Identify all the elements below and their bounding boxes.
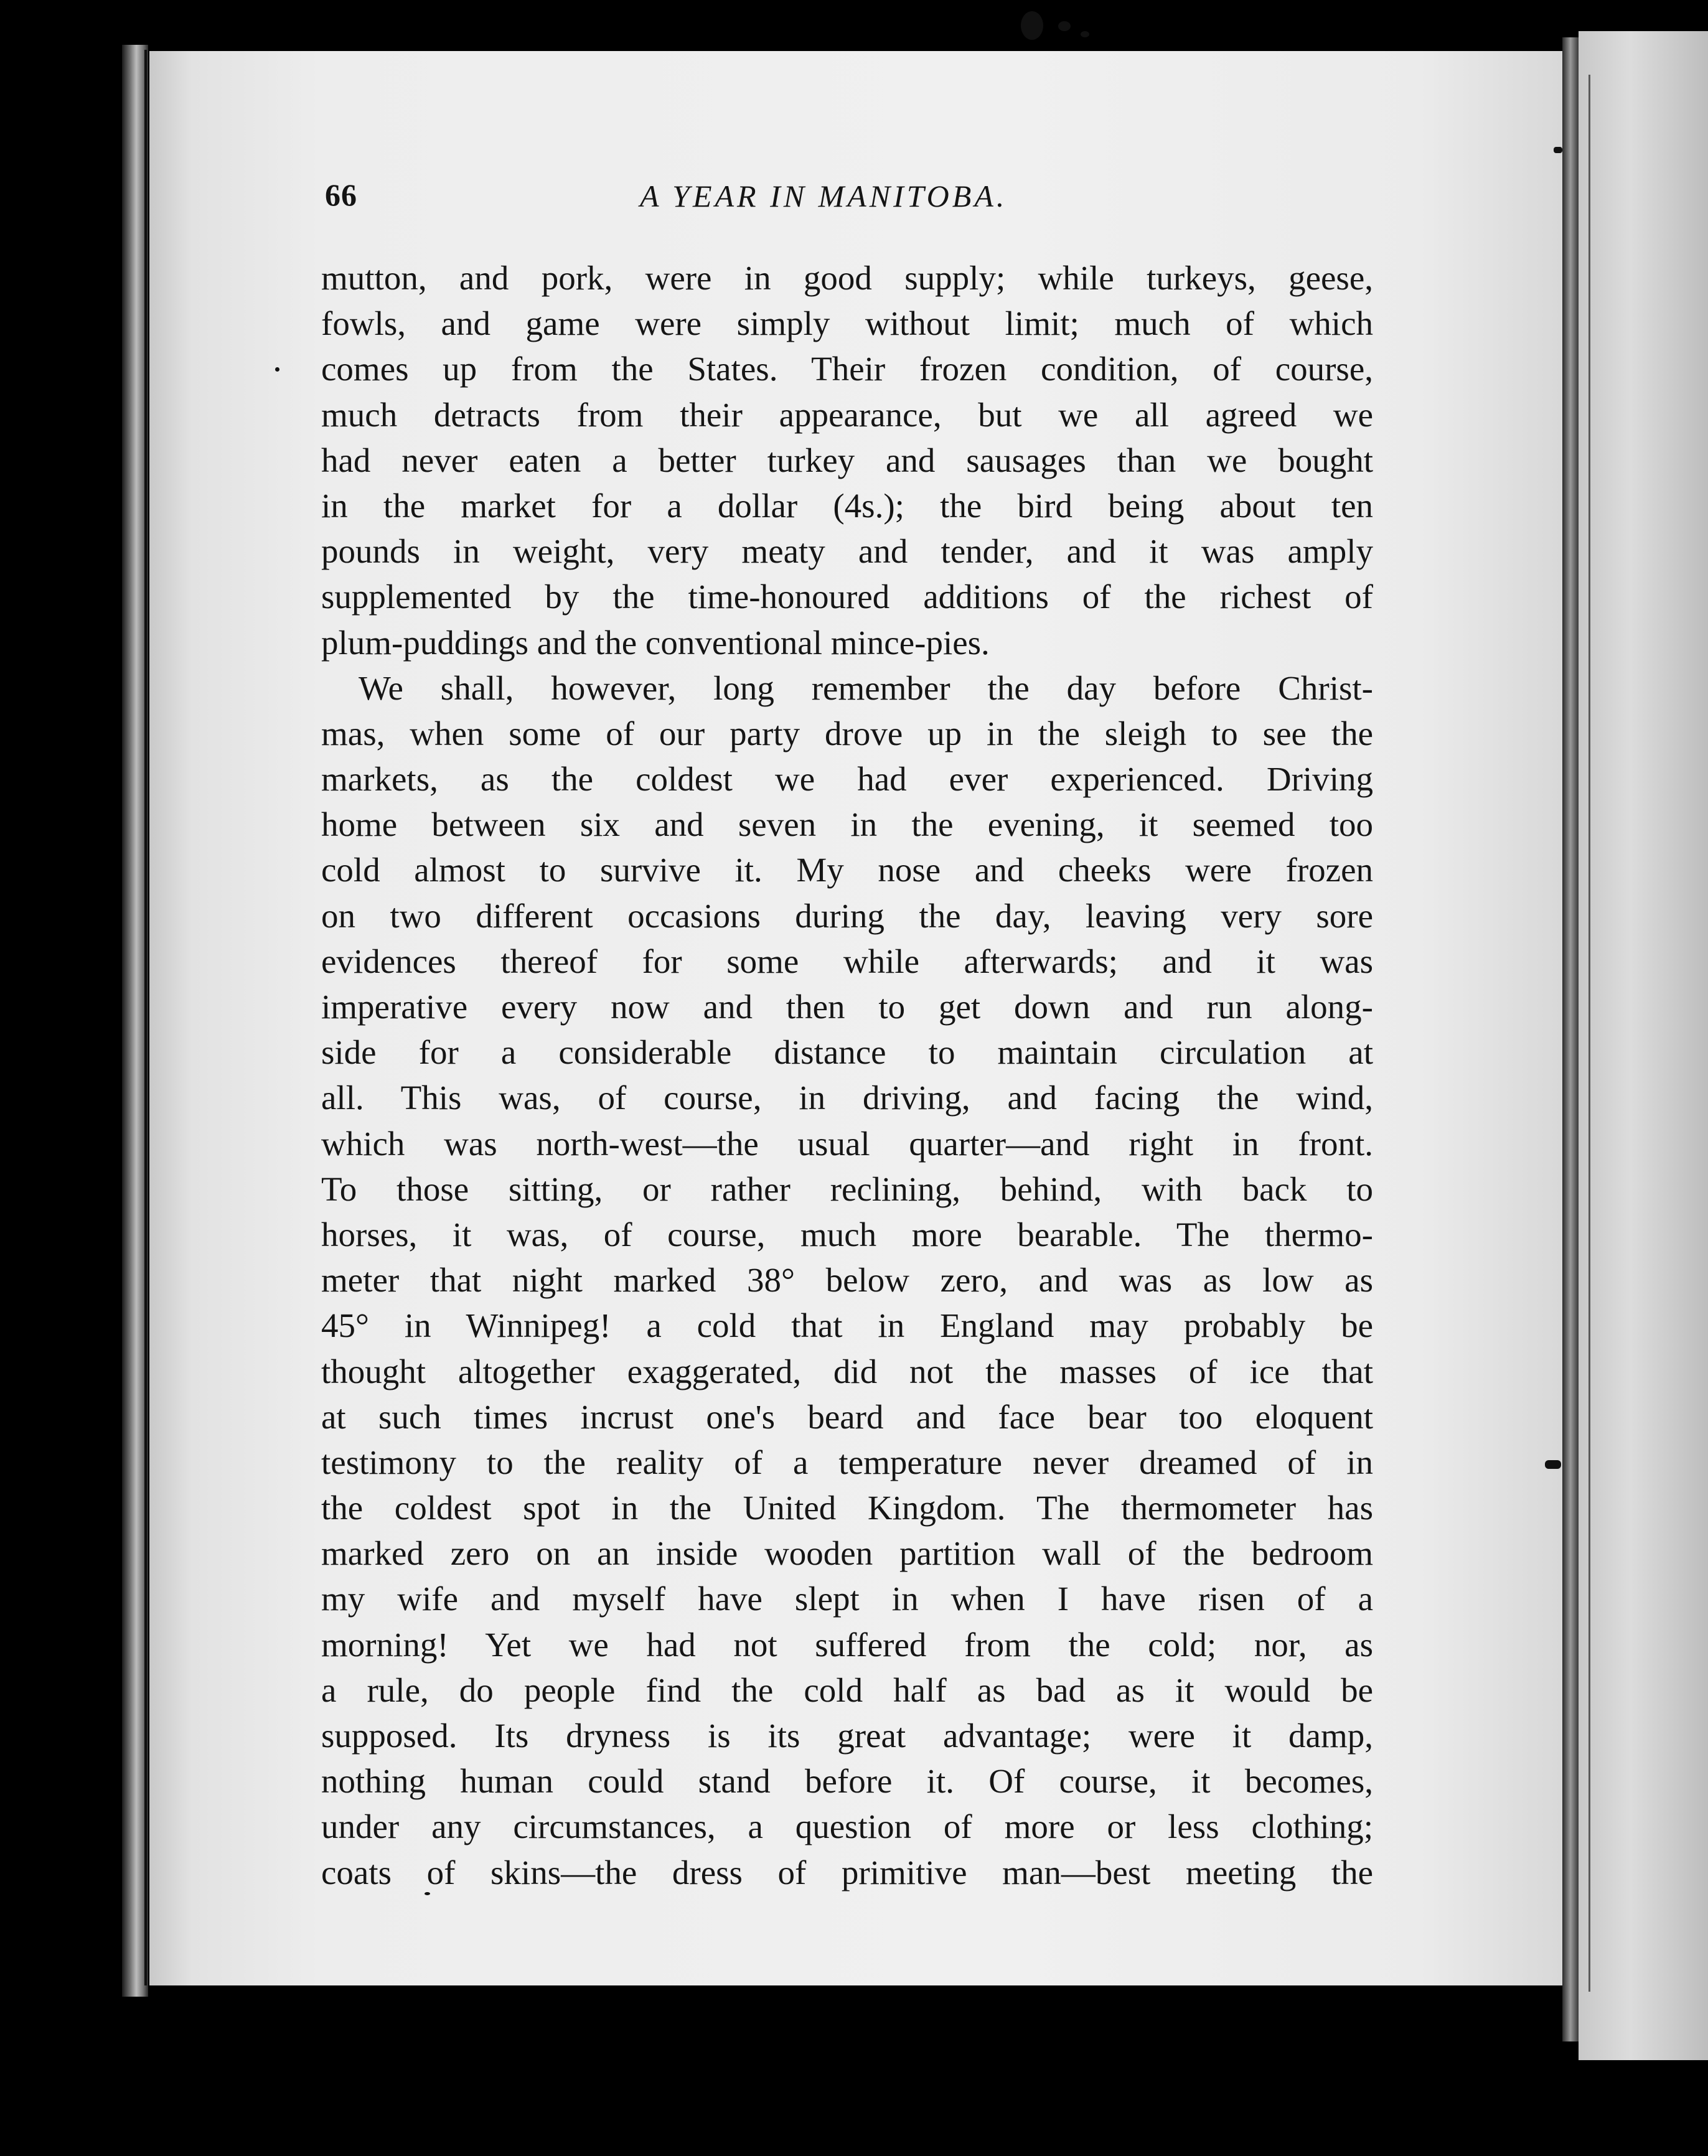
text-line: 45° in Winnipeg! a cold that in England may probably be [321,1306,1373,1345]
facing-page-rule [1588,75,1590,1992]
text-line: my wife and myself have slept in when I have risen of a [321,1580,1373,1618]
text-line: To those sitting, or rather reclining, behind, with back to [321,1169,1373,1208]
text-line: mas, when some of our party drove up in the sleigh to see the [321,714,1373,752]
text-line: which was north-west—the usual quarter—and right in front. [321,1124,1373,1163]
ink-blot [1081,31,1089,37]
gutter-edge [1562,37,1579,2041]
text-line: in the market for a dollar (4s.); the bird being about ten [321,486,1373,525]
text-line: imperative every now and then to get down and run along- [321,988,1373,1026]
text-line: fowls, and game were simply without limit; much of which [321,304,1373,343]
page-notch [1554,147,1562,153]
text-line: marked zero on an inside wooden partition wall of the bedroom [321,1534,1373,1573]
paragraph-start-line: We shall, however, long remember the day before Christ- [359,668,1373,707]
ink-blot [1021,11,1043,40]
text-line: mutton, and pork, were in good supply; while turkeys, geese, [321,259,1373,297]
ink-speck [275,367,279,372]
text-line: markets, as the coldest we had ever experienced. Driving [321,760,1373,799]
text-line: the coldest spot in the United Kingdom. The thermometer has [321,1489,1373,1527]
text-line: supplemented by the time-honoured additions of the richest of [321,578,1373,616]
text-line: evidences thereof for some while afterwards; and it was [321,942,1373,980]
text-line: side for a considerable distance to maintain circulation at [321,1033,1373,1072]
paragraph-end-line: plum-puddings and the conventional mince-pies. [321,623,990,662]
text-line: supposed. Its dryness is its great advantage; were it damp, [321,1717,1373,1755]
text-line: at such times incrust one's beard and face bear too eloquent [321,1397,1373,1436]
text-line: a rule, do people find the cold half as bad as it would be [321,1671,1373,1709]
binding-edge [144,50,147,1985]
text-line: under any circumstances, a question of more or less clothing; [321,1807,1373,1846]
text-line: much detracts from their appearance, but we all agreed we [321,395,1373,434]
page-number: 66 [325,177,357,212]
body-text [321,255,1373,1895]
text-line: morning! Yet we had not suffered from the cold; nor, as [321,1625,1373,1664]
text-line: cold almost to survive it. My nose and cheeks were frozen [321,851,1373,889]
ink-blot [1058,21,1071,31]
text-line: all. This was, of course, in driving, and facing the wind, [321,1079,1373,1117]
text-line: home between six and seven in the evening, it seemed too [321,805,1373,844]
page-notch [1545,1460,1561,1469]
running-head: A YEAR IN MANITOBA. [640,179,1008,213]
text-line: thought altogether exaggerated, did not the masses of ice that [321,1352,1373,1390]
text-line: testimony to the reality of a temperature never dreamed of in [321,1443,1373,1481]
text-line: meter that night marked 38° below zero, and was as low as [321,1261,1373,1300]
text-line: nothing human could stand before it. Of course, it becomes, [321,1762,1373,1801]
facing-page-edge [1579,31,1708,2060]
text-line: pounds in weight, very meaty and tender, and it was amply [321,532,1373,571]
text-line: coats of skins—the dress of primitive man—best meeting the [321,1853,1373,1891]
text-line: on two different occasions during the day, leaving very sore [321,896,1373,935]
text-line: had never eaten a better turkey and sausages than we bought [321,441,1373,479]
text-line: horses, it was, of course, much more bearable. The thermo- [321,1215,1373,1254]
text-line: comes up from the States. Their frozen condition, of course, [321,350,1373,388]
